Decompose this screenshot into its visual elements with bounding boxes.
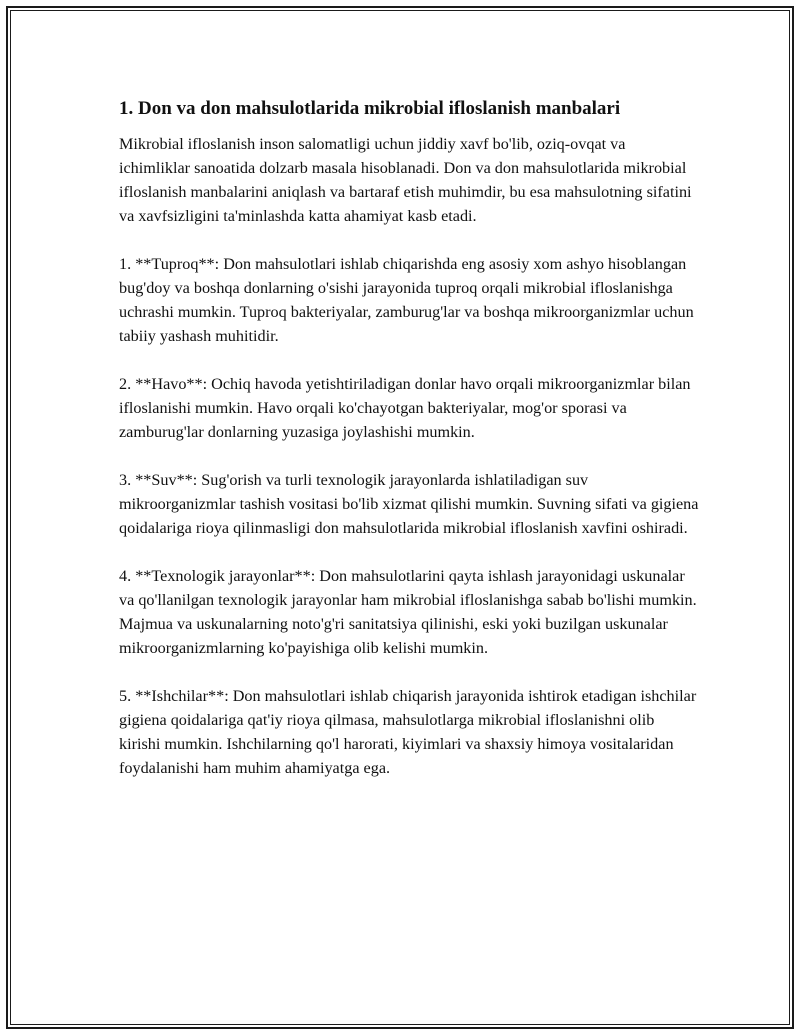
item-soil-paragraph: 1. **Tuproq**: Don mahsulotlari ishlab chiqarishda eng asosiy xom ashyo hisoblangan bug'doy va boshqa donlarning o'sishi jarayonida tuproq orqali mikrobial ifloslanishga uchrashi mumkin. Tuproq bakteriyalar, zamburug'lar va boshqa mikroorganizmlar uchun tabiiy yashash muhitidir. — [119, 255, 694, 345]
item-air-paragraph: 2. **Havo**: Ochiq havoda yetishtiriladigan donlar havo orqali mikroorganizmlar bilan ifloslanishi mumkin. Havo orqali ko'chayotgan bakteriyalar, mog'or sporasi va zamburug'lar donlarning yuzasiga joylashishi mumkin. — [119, 375, 691, 441]
item-water-paragraph: 3. **Suv**: Sug'orish va turli texnologik jarayonlarda ishlatiladigan suv mikroorganizmlar tashish vositasi bo'lib xizmat qilishi mumkin. Suvning sifati va gigiena qoidalariga rioya qilinmasligi don mahsulotlarida mikrobial ifloslanish xavfini oshiradi. — [119, 471, 699, 537]
document-body — [119, 96, 699, 804]
intro-paragraph: Mikrobial ifloslanish inson salomatligi uchun jiddiy xavf bo'lib, oziq-ovqat va ichimliklar sanoatida dolzarb masala hisoblanadi. Don va don mahsulotlarida mikrobial ifloslanish manbalarini aniqlash va bartaraf etish muhimdir, bu esa mahsulotning sifatini va xavfsizligini ta'minlashda katta ahamiyat kasb etadi. — [119, 135, 692, 225]
page-border — [6, 6, 794, 1029]
item-workers-paragraph: 5. **Ishchilar**: Don mahsulotlari ishlab chiqarish jarayonida ishtirok etadigan ishchilar gigiena qoidalariga qat'iy rioya qilmasa, mahsulotlarga mikrobial ifloslanishni olib kirishi mumkin. Ishchilarning qo'l harorati, kiyimlari va shaxsiy himoya vositalaridan foydalanishi ham muhim ahamiyatga ega. — [119, 687, 697, 777]
item-technology-paragraph: 4. **Texnologik jarayonlar**: Don mahsulotlarini qayta ishlash jarayonidagi uskunalar va qo'llanilgan texnologik jarayonlar ham mikrobial ifloslanishga sabab bo'lishi mumkin. Majmua va uskunalarning noto'g'ri sanitatsiya qilinishi, eski yoki buzilgan uskunalar mikroorganizmlarning ko'payishiga olib kelishi mumkin. — [119, 567, 697, 657]
document-title: 1. Don va don mahsulotlarida mikrobial ifloslanish manbalari — [119, 98, 621, 119]
